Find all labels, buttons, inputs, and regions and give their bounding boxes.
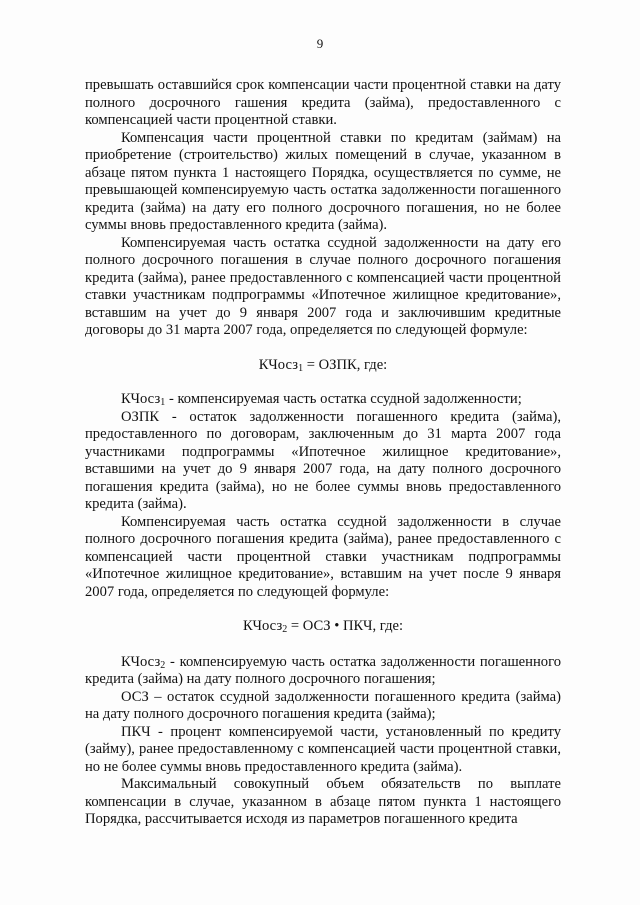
paragraph-compensation-limit: Компенсация части процентной ставки по кредитам (займам) на приобретение (строительство) жилых помещений в случае, указанном в абзаце пятом пункта 1 настоящего Порядка, осуществляется по сумме, не превышающей компенсируемую часть остатка задолженности погашенного кредита (займа) на дату его полного досрочного погашения, но не более суммы вновь предоставленного кредита (займа). xyxy=(85,129,561,233)
formula-2-expression: = ОСЗ • ПКЧ, где: xyxy=(287,618,404,634)
definition-2-text: - компенсируемую часть остатка задолженности погашенного кредита (займа) на дату полного досрочного погашения; xyxy=(85,653,561,687)
definition-2-subscript: 2 xyxy=(160,659,166,671)
formula-1-expression: = ОЗПК, где: xyxy=(303,356,388,373)
definition-2-term: КЧосз xyxy=(121,653,161,670)
definition-osz: ОСЗ – остаток ссудной задолженности погашенного кредита (займа) на дату полного досрочного погашения кредита (займа); xyxy=(85,688,561,722)
paragraph-formula-intro-1: Компенсируемая часть остатка ссудной задолженности на дату его полного досрочного погашения в случае полного досрочного погашения кредита (займа), ранее предоставленного с компенсацией части процентной ставки участникам подпрограммы «Ипотечное жилищное кредитование», вставшим на учет до 9 января 2007 года и заключившим кредитные договоры до 31 марта 2007 года, определяется по следующей формуле: xyxy=(85,234,561,338)
definition-pkch: ПКЧ - процент компенсируемой части, установленный по кредиту (займу), ранее предоставленному с компенсацией части процентной ставки, но не более суммы вновь предоставленного кредита (займа). xyxy=(85,723,561,775)
paragraph-continuation: превышать оставшийся срок компенсации части процентной ставки на дату полного досрочного гашения кредита (займа), предоставленного с компенсацией части процентной ставки. xyxy=(85,77,561,128)
definition-1-subscript: 1 xyxy=(160,397,166,408)
paragraph-max-obligations: Максимальный совокупный объем обязательств по выплате компенсации в случае, указанном в абзаце пятом пункта 1 настоящего Порядка, рассчитывается исходя из параметров погашенного кредита xyxy=(85,776,561,827)
document-body xyxy=(85,77,561,829)
definition-1-text: - компенсируемая часть остатка ссудной задолженности; xyxy=(165,391,522,407)
formula-2 xyxy=(85,601,561,654)
formula-1-term: КЧосз xyxy=(258,356,299,373)
definition-ozpk: ОЗПК - остаток задолженности погашенного кредита (займа), предоставленного по договорам, заключенным до 31 марта 2007 года участниками подпрограммы «Ипотечное жилищное кредитование», вставшими на учет до 9 января 2007 года, на дату полного досрочного погашения кредита (займа), но не более суммы вновь предоставленного кредита (займа). xyxy=(85,408,561,512)
definition-1-term: КЧосз xyxy=(121,391,161,407)
paragraph-formula-intro-2: Компенсируемая часть остатка ссудной задолженности в случае полного досрочного погашения кредита (займа), ранее предоставленного с компенсацией части процентной ставки участникам подпрограммы «Ипотечное жилищное кредитование», вставшим на учет после 9 января 2007 года, определяется по следующей формуле: xyxy=(85,513,561,600)
page-number: 9 xyxy=(316,36,324,51)
definition-kchosz1 xyxy=(85,391,561,409)
formula-2-term: КЧосз xyxy=(242,618,283,634)
definition-kchosz2 xyxy=(85,654,561,689)
formula-2-subscript: 2 xyxy=(282,624,288,635)
formula-1 xyxy=(85,340,561,392)
formula-1-subscript: 1 xyxy=(298,362,304,374)
